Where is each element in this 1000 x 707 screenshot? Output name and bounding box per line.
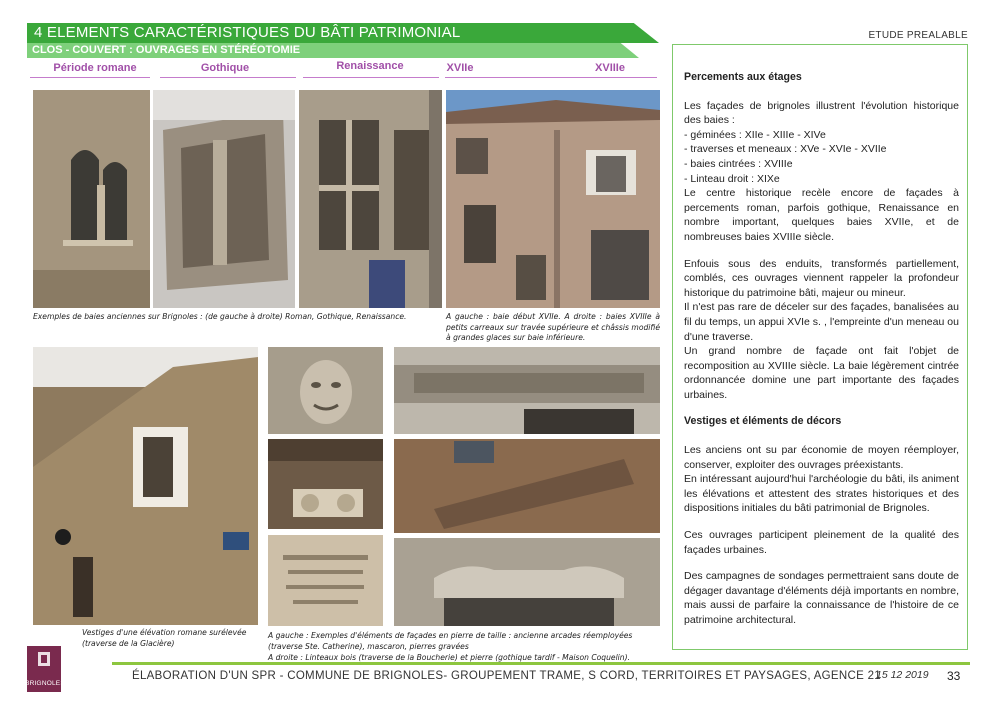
photo-carved-stone-rosettes <box>268 439 383 529</box>
page-number: 33 <box>947 669 961 683</box>
list-item: - Linteau droit : XIXe <box>684 172 780 185</box>
paragraph: Ces ouvrages participent pleinement de la qualité des façades urbaines. <box>684 529 959 556</box>
list-item: - baies cintrées : XVIIIe <box>684 157 793 170</box>
caption-xviie-xviiie: A gauche : baie début XVIIe. A droite : baies XVIIIe à petits carreaux sur travée supérieure et châssis modifié à grandes glaces sur baie inférieure. <box>446 312 660 342</box>
caption-romanesque-elevation: Vestiges d'une élévation romane surélevée (traverse de la Glacière) <box>82 628 247 648</box>
paragraph: Les façades de brignoles illustrent l'évolution historique des baies : <box>684 99 959 127</box>
paragraph: Il n'est pas rare de déceler sur des façades, banalisées au fil du temps, un appui XVIe s. , l'empreinte d'un meneau ou d'une traverse. <box>684 301 959 343</box>
photo-reused-arcade-lintel <box>394 347 660 434</box>
document-tag: ETUDE PREALABLE <box>868 30 968 41</box>
list-item: - traverses et meneaux : XVe - XVIe - XVIIe <box>684 143 887 156</box>
caption-lintels: A droite : Linteaux bois (traverse de la Boucherie) et pierre (gothique tardif - Maison Coquelin). <box>268 653 630 662</box>
photo-romanesque-window <box>33 90 150 308</box>
paragraph: Enfouis sous des enduits, transformés partiellement, comblés, ces ouvrages viennent rappeler la profondeur historique du patrimoine bâti, majeur ou mineur. <box>684 257 959 299</box>
footer-project-title: ÉLABORATION D'UN SPR - COMMUNE DE BRIGNOLES- GROUPEMENT TRAME, S CORD, TERRITOIRES ET PAYSAGES, AGENCE 21 <box>132 670 881 682</box>
period-label-gothique: Gothique <box>200 62 250 74</box>
period-underline <box>303 77 439 78</box>
period-label-xviiie: XVIIIe <box>595 62 625 74</box>
period-label-renaissance: Renaissance <box>336 60 404 72</box>
paragraph: En intéressant aujourd'hui l'archéologie du bâti, ils animent les élévations et attestent des strates historiques et des dispositions initiales du bâti patrimonial de Brignoles. <box>684 473 959 515</box>
period-label-romane: Période romane <box>53 62 137 74</box>
page-title: 4 ELEMENTS CARACTÉRISTIQUES DU BÂTI PATRIMONIAL <box>34 24 461 41</box>
photo-wooden-lintel <box>394 439 660 533</box>
caption-early-windows: Exemples de baies anciennes sur Brignoles : (de gauche à droite) Roman, Gothique, Renaissance. <box>33 312 407 321</box>
heading-percements: Percements aux étages <box>684 71 802 83</box>
photo-renaissance-window <box>299 90 442 308</box>
paragraph: Des campagnes de sondages permettraient sans doute de dégager davantage d'éléments déjà importants en nombre, mais aussi de parfaire la connaissance de l'histoire de ce patrimoine architectural. <box>684 570 959 626</box>
photo-gothic-window <box>153 90 295 308</box>
footer-date: 15 12 2019 <box>876 669 929 681</box>
logo-label: BRIGNOLES <box>25 680 65 687</box>
period-underline <box>30 77 150 78</box>
list-item: - géminées : XIIe - XIIIe - XIVe <box>684 128 826 141</box>
photo-engraved-stone <box>268 535 383 626</box>
photo-romanesque-elevation <box>33 347 258 625</box>
panel-content <box>684 70 959 628</box>
page-subtitle: CLOS - COUVERT : OUVRAGES EN STÉRÉOTOMIE <box>32 44 301 56</box>
footer-rule <box>112 662 970 665</box>
period-underline <box>160 77 296 78</box>
period-underline <box>445 77 657 78</box>
photo-mascaron <box>268 347 383 434</box>
paragraph: Les anciens ont su par économie de moyen réemployer, conserver, exploiter des ouvrages préexistants. <box>684 444 959 471</box>
paragraph: Le centre historique recèle encore de façades à percements roman, parfois gothique, Renaissance en nombre important, quelques baies XVIIe, et de nombreuses baies XVIIIe siècle. <box>684 187 959 243</box>
period-label-xviie: XVIIe <box>446 62 474 74</box>
photo-stone-lintel-gothic <box>394 538 660 626</box>
photo-xviie-xviiie-facade <box>446 90 660 308</box>
paragraph: Un grand nombre de façade ont fait l'objet de recomposition au XVIIIe siècle. La baie légèrement cintrée ordonnancée domine une part importante des façades urbaines. <box>684 345 959 401</box>
heading-vestiges: Vestiges et éléments de décors <box>684 415 842 428</box>
caption-facade-elements: A gauche : Exemples d'éléments de façades en pierre de taille : ancienne arcades réemployées (traverse Ste. Catherine), mascaron, pierres gravées <box>268 631 633 651</box>
